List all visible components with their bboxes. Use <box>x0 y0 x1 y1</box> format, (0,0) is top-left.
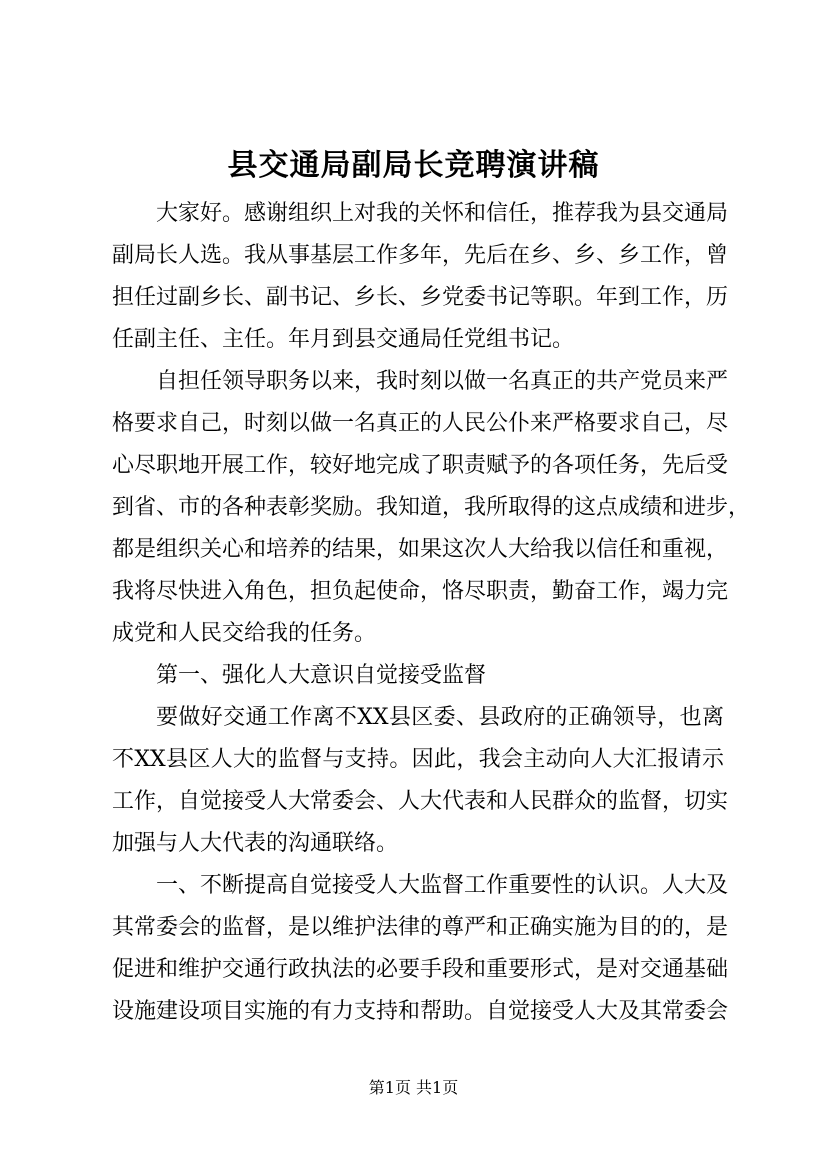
document-title: 县交通局副局长竞聘演讲稿 <box>227 148 600 183</box>
paragraph-line: 自担任领导职务以来，我时刻以做一名真正的共产党员来严 <box>156 369 729 394</box>
paragraph-line: 副局长人选。我从事基层工作多年，先后在乡、乡、乡工作，曾 <box>112 243 729 268</box>
paragraph-line: 不XX县区人大的监督与支持。因此，我会主动向人大汇报请示 <box>112 747 724 772</box>
paragraph-line: 工作，自觉接受人大常委会、人大代表和人民群众的监督，切实 <box>112 789 729 814</box>
paragraph-line: 大家好。感谢组织上对我的关怀和信任，推荐我为县交通局 <box>156 201 729 226</box>
paragraph-line: 心尽职地开展工作，较好地完成了职责赋予的各项任务，先后受 <box>112 453 729 478</box>
paragraph-line: 格要求自己，时刻以做一名真正的人民公仆来严格要求自己，尽 <box>112 411 729 436</box>
paragraph-line: 任副主任、主任。年月到县交通局任党组书记。 <box>112 327 575 352</box>
paragraph-line: 成党和人民交给我的任务。 <box>112 621 377 646</box>
paragraph-line: 我将尽快进入角色，担负起使命，恪尽职责，勤奋工作，竭力完 <box>112 579 729 604</box>
paragraph-line: 加强与人大代表的沟通联络。 <box>112 831 399 856</box>
paragraph-line: 设施建设项目实施的有力支持和帮助。自觉接受人大及其常委会 <box>112 999 729 1024</box>
document-body <box>112 193 751 1033</box>
paragraph-line: 要做好交通工作离不XX县区委、县政府的正确领导，也离 <box>156 705 724 730</box>
paragraph-line: 担任过副乡长、副书记、乡长、乡党委书记等职。年到工作，历 <box>112 285 729 310</box>
paragraph-line: 都是组织关心和培养的结果，如果这次人大给我以信任和重视， <box>112 537 729 562</box>
paragraph-line: 一、不断提高自觉接受人大监督工作重要性的认识。人大及 <box>156 873 729 898</box>
page-footer: 第1页 共1页 <box>368 1078 459 1097</box>
paragraph-line: 促进和维护交通行政执法的必要手段和重要形式，是对交通基础 <box>112 957 729 982</box>
section-heading: 第一、强化人大意识自觉接受监督 <box>156 663 487 688</box>
paragraph-line: 到省、市的各种表彰奖励。我知道，我所取得的这点成绩和进步， <box>112 495 751 520</box>
paragraph-line: 其常委会的监督，是以维护法律的尊严和正确实施为目的的，是 <box>112 915 729 940</box>
